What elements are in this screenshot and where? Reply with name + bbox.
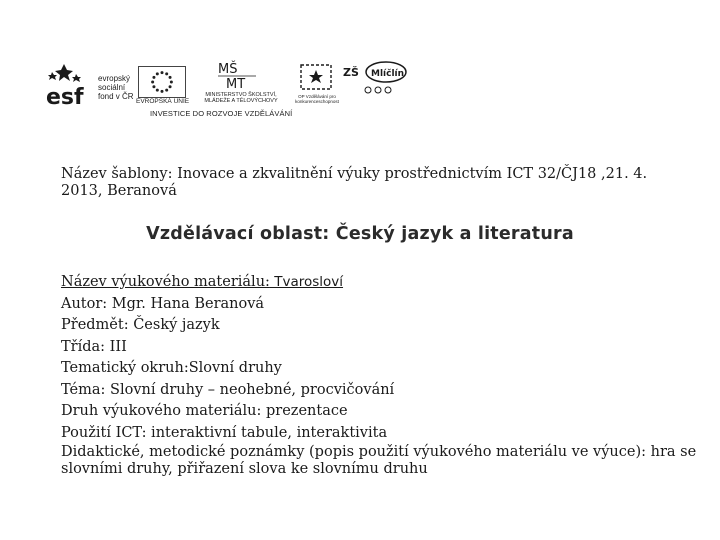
msmt-caption: MINISTERSTVO ŠKOLSTVÍ, MLÁDEŽE A TĚLOVÝCHOVY [204,92,278,104]
template-name: Název šablony: Inovace a zkvalitnění výuky prostřednictvím ICT 32/ČJ18 ,21. 4. 2013, Beranová [61,166,648,199]
didactic-notes: Didaktické, metodické poznámky (popis použití výukového materiálu ve výuce): hra se slovními druhy, přiřazení slova ke slovnímu druhu [61,444,697,477]
svg-text:Mlíčlín: Mlíčlín [371,69,405,79]
eu-caption: EVROPSKÁ UNIE [136,98,190,105]
ict-usage-line: Použití ICT: interaktivní tabule, interaktivita [61,424,388,441]
svg-text:ZŠ: ZŠ [343,66,359,79]
school-logo-icon [342,58,408,98]
svg-text:MŠ: MŠ [218,62,238,77]
msmt-logo-icon [216,60,260,90]
esf-caption [98,74,134,101]
material-name-value: Tvarosloví [269,274,344,290]
svg-text:MT: MT [226,77,246,90]
class-line: Třída: III [61,338,127,355]
eu-flag-icon [138,66,186,98]
author-line: Autor: Mgr. Hana Beranová [61,295,265,312]
esf-mark-text: esf [46,85,84,106]
theme-line: Téma: Slovní druhy – neohebné, procvičování [61,381,395,398]
esf-caption-line: evropský [98,74,131,83]
material-type-line: Druh výukového materiálu: prezentace [61,403,348,419]
esf-caption-line: fond v ČR [98,92,134,101]
esf-logo-icon [44,62,94,106]
material-name-line [61,272,701,294]
material-info [61,272,701,478]
esf-caption-line: sociální [98,83,126,92]
op-caption: OP Vzdělávání pro konkurenceschopnost [295,94,339,104]
investice-slogan: INVESTICE DO ROZVOJE VZDĚLÁVÁNÍ [150,109,293,118]
subject-line: Předmět: Český jazyk [61,317,220,333]
material-name-label: Název výukového materiálu: [61,274,270,290]
logo-strip [40,54,420,124]
page-title: Vzdělávací oblast: Český jazyk a literatura [146,224,574,244]
topic-area-line: Tematický okruh:Slovní druhy [61,360,282,376]
op-logo-icon [298,62,334,92]
